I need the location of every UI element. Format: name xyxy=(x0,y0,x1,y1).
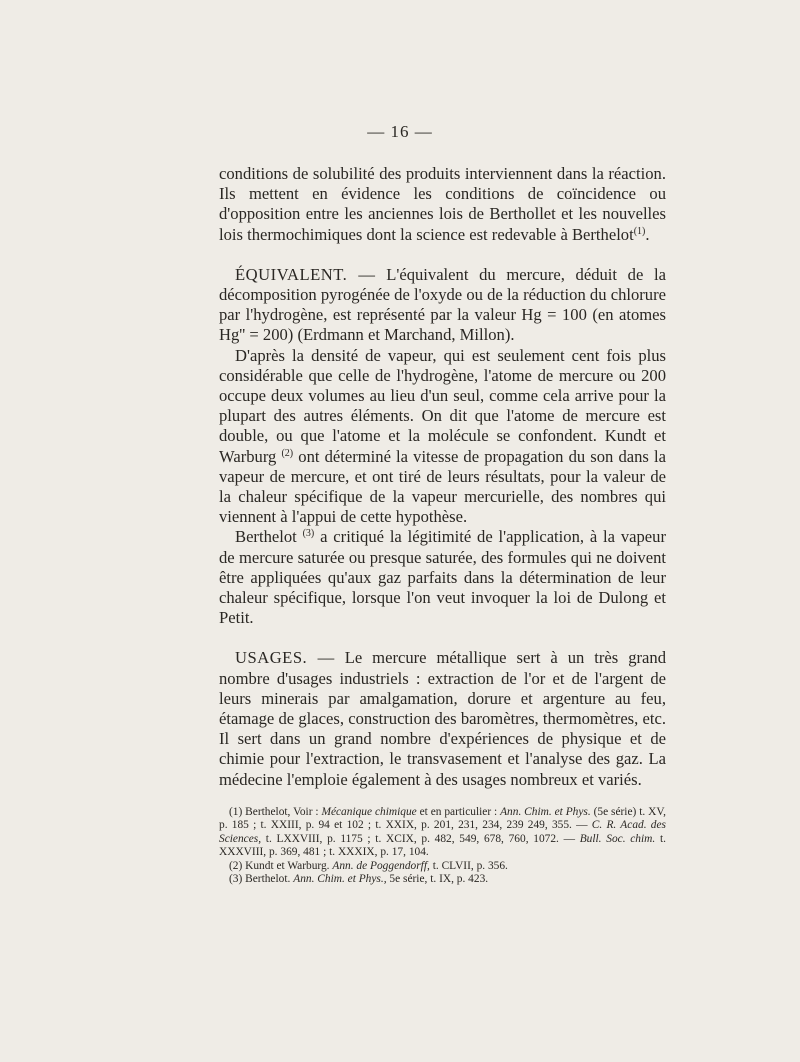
equivalent-text-2a: D'après la densité de vapeur, qui est seulement cent fois plus considérable que celle de l'hydrogène, l'atome de mercure ou 200 occupe deux volumes au lieu d'un seul, comme cela arrive pour la plupart des autres éléments. On dit que l'atome de mercure est double, ou que l'atome et la molécule se confondent. Kundt et Warburg xyxy=(219,345,666,466)
footnote-2 xyxy=(219,860,666,873)
footnote-1-title-4: Bull. Soc. chim. xyxy=(579,832,656,845)
footnote-ref-2: (2) xyxy=(281,447,294,459)
footnote-2-text-b: t. CLVII, p. 356. xyxy=(432,859,508,872)
footnote-3-title: Ann. Chim. et Phys., xyxy=(293,873,387,886)
footnote-1 xyxy=(219,806,666,860)
footnote-3-text-b: 5e série, t. IX, p. 423. xyxy=(389,873,489,886)
equivalent-text-3a: Berthelot xyxy=(235,527,297,547)
equivalent-text-1: L'équivalent du mercure, déduit de la décomposition pyrogénée de l'oxyde ou de la réduction du chlorure par l'hydrogène, est représenté par la valeur Hg = 100 (en atomes Hg'' = 200) (Erdmann et Marchand, Millon). xyxy=(219,264,666,345)
equivalent-paragraph-3 xyxy=(219,527,666,628)
footnote-ref-1: (1) xyxy=(633,225,646,237)
equivalent-paragraph-2 xyxy=(219,346,666,528)
usages-paragraph xyxy=(219,648,666,789)
usages-text: Le mercure métallique sert à un très grand nombre d'usages industriels : extraction de l'or et de l'argent de leurs minerais par amalgamation, dorure et argenture au feu, étamage de glaces, construction des baromètres, thermomètres, etc. Il sert dans un grand nombre d'expériences de physique et de chimie pour l'extraction, le transvasement et l'analyse des gaz. La médecine l'emploie également à des usages nombreux et variés. xyxy=(219,648,666,789)
footnote-1-text-a: (1) Berthelot, Voir : xyxy=(229,806,319,818)
equivalent-text-2b: ont déterminé la vitesse de propagation du son dans la vapeur de mercure, et ont tiré de leurs résultats, pour la valeur de la chaleur spécifique de la vapeur mercurielle, des nombres qui viennent à l'appui de cette hypothèse. xyxy=(219,446,666,527)
footnote-3-text-a: (3) Berthelot. xyxy=(229,873,291,886)
footnote-1-title-3: C. R. Acad. des Sciences, xyxy=(219,819,666,845)
footnote-1-title-2: Ann. Chim. et Phys. xyxy=(500,806,591,818)
footnote-1-text-d: t. LXXVIII, p. 1175 ; t. XCIX, p. 482, 549, 678, 760, 1072. — xyxy=(265,832,575,845)
footnotes xyxy=(219,806,666,886)
footnote-1-text-e: t. XXXVIII, p. 369, 481 ; t. XXXIX, p. 17, 104. xyxy=(219,832,666,859)
footnote-1-text-c: (5e série) t. XV, p. 185 ; t. XXIII, p. 94 et 102 ; t. XXIX, p. 201, 231, 234, 239 249, 355. — xyxy=(219,806,666,832)
equivalent-paragraph-1 xyxy=(219,265,666,346)
intro-paragraph xyxy=(219,164,666,245)
footnote-1-text-b: et en particulier : xyxy=(419,806,498,818)
footnote-2-title: Ann. de Poggendorff, xyxy=(332,859,430,872)
main-text xyxy=(219,164,666,790)
page-number: — 16 — xyxy=(367,122,433,141)
equivalent-text-3b: a critiqué la légitimité de l'application, à la vapeur de mercure saturée ou presque saturée, des formules qui ne doivent être appliquées qu'aux gaz parfaits dans la détermination de leur chaleur spécifique, lorsque l'on veut invoquer la loi de Dulong et Petit. xyxy=(219,527,666,628)
footnote-3 xyxy=(219,873,666,886)
footnote-ref-3: (3) xyxy=(302,528,315,540)
intro-text: conditions de solubilité des produits interviennent dans la réaction. Ils mettent en évidence les conditions de coïncidence ou d'opposition entre les anciennes lois de Berthollet et les nouvelles lois thermochimiques dont la science est redevable à Berthelot xyxy=(219,164,666,244)
equivalent-heading: ÉQUIVALENT. — xyxy=(235,264,376,284)
intro-end: . xyxy=(645,224,650,244)
footnote-1-title-1: Mécanique chimique xyxy=(321,806,417,818)
footnote-2-text-a: (2) Kundt et Warburg. xyxy=(229,859,330,872)
usages-heading: USAGES. — xyxy=(235,648,335,668)
